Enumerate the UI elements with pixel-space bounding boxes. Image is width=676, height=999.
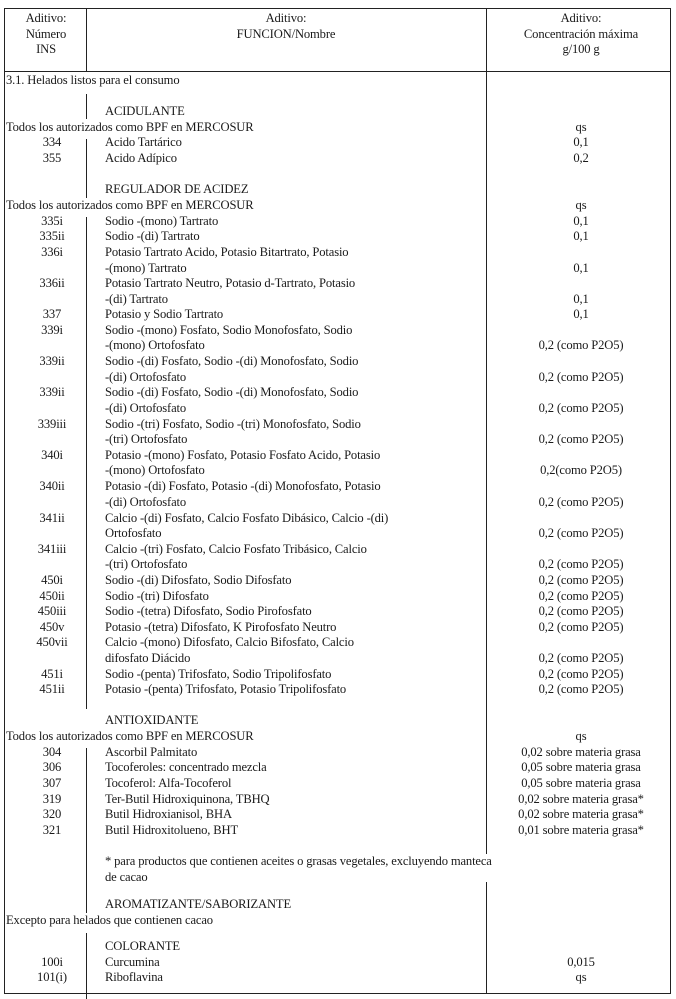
additive-name-cont: Ortofosfato: [105, 526, 162, 540]
additive-name: Riboflavina: [105, 970, 163, 984]
additive-name: Sodio -(penta) Trifosfato, Sodio Tripolifosfato: [105, 667, 332, 681]
max-concentration: 0,015: [567, 955, 595, 969]
header-conc-line: Aditivo:: [560, 11, 602, 25]
header-ins-line: Número: [25, 26, 67, 41]
ins-number: 339i: [41, 323, 63, 337]
section-title: 3.1. Helados listos para el consumo: [6, 73, 180, 87]
ins-number: 336ii: [39, 276, 65, 290]
ins-number: 101(i): [37, 970, 67, 984]
ins-number: 304: [42, 745, 62, 759]
additive-name-cont: -(mono) Ortofosfato: [105, 463, 205, 477]
general-authorization: Todos los autorizados como BPF en MERCOSUR: [6, 198, 254, 212]
header-ins: [8, 11, 84, 58]
max-concentration: 0,02 sobre materia grasa*: [518, 807, 644, 821]
ins-number: 341iii: [37, 542, 67, 556]
ins-number: 451ii: [39, 682, 65, 696]
ins-number: 450vii: [36, 635, 68, 649]
footnote-cont: de cacao: [105, 870, 148, 884]
function-heading: COLORANTE: [105, 939, 180, 953]
max-concentration: 0,2 (como P2O5): [538, 495, 624, 509]
ins-number: 320: [42, 807, 62, 821]
max-concentration: 0,2 (como P2O5): [538, 682, 624, 696]
general-authorization-conc: qs: [575, 198, 587, 212]
additive-name-cont: -(tri) Ortofosfato: [105, 557, 188, 571]
header-conc-line: Concentración máxima: [523, 26, 639, 41]
max-concentration: 0,1: [573, 307, 589, 321]
ins-number: 336i: [41, 245, 63, 259]
ins-number: 335ii: [39, 229, 65, 243]
additive-name: Sodio -(tri) Difosfato: [105, 589, 209, 603]
ins-number: 339ii: [39, 385, 65, 399]
max-concentration: 0,2 (como P2O5): [538, 667, 624, 681]
ins-number: 340i: [41, 448, 63, 462]
additive-name: Potasio -(di) Fosfato, Potasio -(di) Monofosfato, Potasio: [105, 479, 381, 493]
ins-number: 450i: [41, 573, 63, 587]
header-conc-line: g/100 g: [562, 42, 600, 57]
additive-name: Butil Hidroxianisol, BHA: [105, 807, 232, 821]
function-heading: AROMATIZANTE/SABORIZANTE: [105, 897, 291, 911]
ins-number: 335i: [41, 214, 63, 228]
ins-number: 319: [42, 792, 62, 806]
max-concentration: 0,02 sobre materia grasa: [521, 745, 641, 759]
additive-name: Calcio -(di) Fosfato, Calcio Fosfato Dibásico, Calcio -(di): [105, 511, 389, 525]
max-concentration: 0,2 (como P2O5): [538, 620, 624, 634]
ins-number: 450v: [39, 620, 65, 634]
max-concentration: 0,2 (como P2O5): [538, 526, 624, 540]
max-concentration: 0,2 (como P2O5): [538, 401, 624, 415]
max-concentration: 0,05 sobre materia grasa: [521, 776, 641, 790]
ins-number: 307: [42, 776, 62, 790]
additive-name: Potasio -(mono) Fosfato, Potasio Fosfato Acido, Potasio: [105, 448, 381, 462]
header-function-line: FUNCION/Nombre: [236, 26, 336, 41]
max-concentration: 0,2 (como P2O5): [538, 370, 624, 384]
header-ins-line: Aditivo:: [25, 11, 67, 25]
additive-name: Tocoferoles: concentrado mezcla: [105, 760, 267, 774]
additive-name-cont: -(mono) Tartrato: [105, 261, 187, 275]
max-concentration: 0,1: [573, 135, 589, 149]
additive-name: Acido Tartárico: [105, 135, 182, 149]
additive-name: Sodio -(di) Tartrato: [105, 229, 200, 243]
max-concentration: 0,05 sobre materia grasa: [521, 760, 641, 774]
ins-number: 450iii: [37, 604, 67, 618]
general-authorization: Todos los autorizados como BPF en MERCOSUR: [6, 120, 254, 134]
ins-number: 100i: [41, 955, 63, 969]
ins-number: 340ii: [39, 479, 65, 493]
additive-name: Sodio -(mono) Fosfato, Sodio Monofosfato, Sodio: [105, 323, 353, 337]
max-concentration: 0,01 sobre materia grasa*: [518, 823, 644, 837]
additive-name: Sodio -(di) Fosfato, Sodio -(di) Monofosfato, Sodio: [105, 385, 359, 399]
additive-name-cont: -(tri) Ortofosfato: [105, 432, 188, 446]
additive-name: Tocoferol: Alfa-Tocoferol: [105, 776, 232, 790]
header-function-name: [88, 11, 484, 42]
additive-name: Curcumina: [105, 955, 160, 969]
header-divider: [4, 71, 671, 72]
additive-name: Sodio -(tri) Fosfato, Sodio -(tri) Monofosfato, Sodio: [105, 417, 361, 431]
additive-name: Ter-Butil Hidroxiquinona, TBHQ: [105, 792, 270, 806]
footnote: * para productos que contienen aceites o grasas vegetales, excluyendo manteca: [105, 854, 492, 868]
ins-number: 334: [42, 135, 62, 149]
additive-name: Potasio Tartrato Neutro, Potasio d-Tartrato, Potasio: [105, 276, 356, 290]
general-authorization-conc: qs: [575, 729, 587, 743]
ins-number: 337: [42, 307, 62, 321]
additive-name-cont: -(di) Ortofosfato: [105, 495, 187, 509]
max-concentration: 0,02 sobre materia grasa*: [518, 792, 644, 806]
header-concentration: [490, 11, 672, 58]
header-ins-line: INS: [36, 42, 56, 57]
ins-number: 451i: [41, 667, 63, 681]
additive-name: Butil Hidroxitolueno, BHT: [105, 823, 239, 837]
additive-name: Acido Adípico: [105, 151, 177, 165]
additive-name-cont: difosfato Diácido: [105, 651, 191, 665]
max-concentration: 0,2 (como P2O5): [538, 604, 624, 618]
ins-number: 321: [42, 823, 62, 837]
additive-name-cont: -(di) Tartrato: [105, 292, 168, 306]
general-authorization-conc: qs: [575, 120, 587, 134]
max-concentration: 0,1: [573, 229, 589, 243]
max-concentration: 0,2: [573, 151, 589, 165]
max-concentration: 0,1: [573, 214, 589, 228]
additive-name-cont: -(di) Ortofosfato: [105, 370, 187, 384]
function-heading: REGULADOR DE ACIDEZ: [105, 182, 249, 196]
function-heading: ACIDULANTE: [105, 104, 185, 118]
additive-name: Sodio -(di) Fosfato, Sodio -(di) Monofosfato, Sodio: [105, 354, 359, 368]
max-concentration: 0,2 (como P2O5): [538, 573, 624, 587]
max-concentration: 0,2 (como P2O5): [538, 589, 624, 603]
column-divider-ins: [86, 8, 87, 71]
ins-number: 450ii: [39, 589, 65, 603]
additive-name: Calcio -(mono) Difosfato, Calcio Bifosfato, Calcio: [105, 635, 354, 649]
ins-number: 339iii: [37, 417, 67, 431]
additive-name: Ascorbil Palmitato: [105, 745, 198, 759]
max-concentration: 0,2 (como P2O5): [538, 338, 624, 352]
general-authorization: Todos los autorizados como BPF en MERCOSUR: [6, 729, 254, 743]
function-heading: ANTIOXIDANTE: [105, 713, 199, 727]
ins-number: 306: [42, 760, 62, 774]
column-divider-ins: [86, 94, 87, 119]
additive-name-cont: -(mono) Ortofosfato: [105, 338, 205, 352]
max-concentration: 0,2(como P2O5): [540, 463, 622, 477]
max-concentration: qs: [575, 970, 587, 984]
max-concentration: 0,1: [573, 261, 589, 275]
additive-name: Potasio -(penta) Trifosfato, Potasio Tripolifosfato: [105, 682, 347, 696]
column-divider-concentration: [486, 882, 487, 994]
max-concentration: 0,2 (como P2O5): [538, 651, 624, 665]
ins-number: 341ii: [39, 511, 65, 525]
additive-name: Potasio Tartrato Acido, Potasio Bitartrato, Potasio: [105, 245, 349, 259]
header-function-line: Aditivo:: [265, 11, 307, 25]
additive-name: Potasio y Sodio Tartrato: [105, 307, 224, 321]
max-concentration: 0,2 (como P2O5): [538, 432, 624, 446]
additive-name: Sodio -(di) Difosfato, Sodio Difosfato: [105, 573, 292, 587]
additive-name: Calcio -(tri) Fosfato, Calcio Fosfato Tribásico, Calcio: [105, 542, 367, 556]
additive-name-cont: -(di) Ortofosfato: [105, 401, 187, 415]
additive-name: Sodio -(mono) Tartrato: [105, 214, 219, 228]
column-divider-concentration: [486, 8, 487, 854]
flavoring-exception: Excepto para helados que contienen cacao: [6, 913, 213, 927]
max-concentration: 0,1: [573, 292, 589, 306]
additive-name: Sodio -(tetra) Difosfato, Sodio Pirofosfato: [105, 604, 312, 618]
ins-number: 355: [42, 151, 62, 165]
max-concentration: 0,2 (como P2O5): [538, 557, 624, 571]
additive-name: Potasio -(tetra) Difosfato, K Pirofosfato Neutro: [105, 620, 337, 634]
ins-number: 339ii: [39, 354, 65, 368]
